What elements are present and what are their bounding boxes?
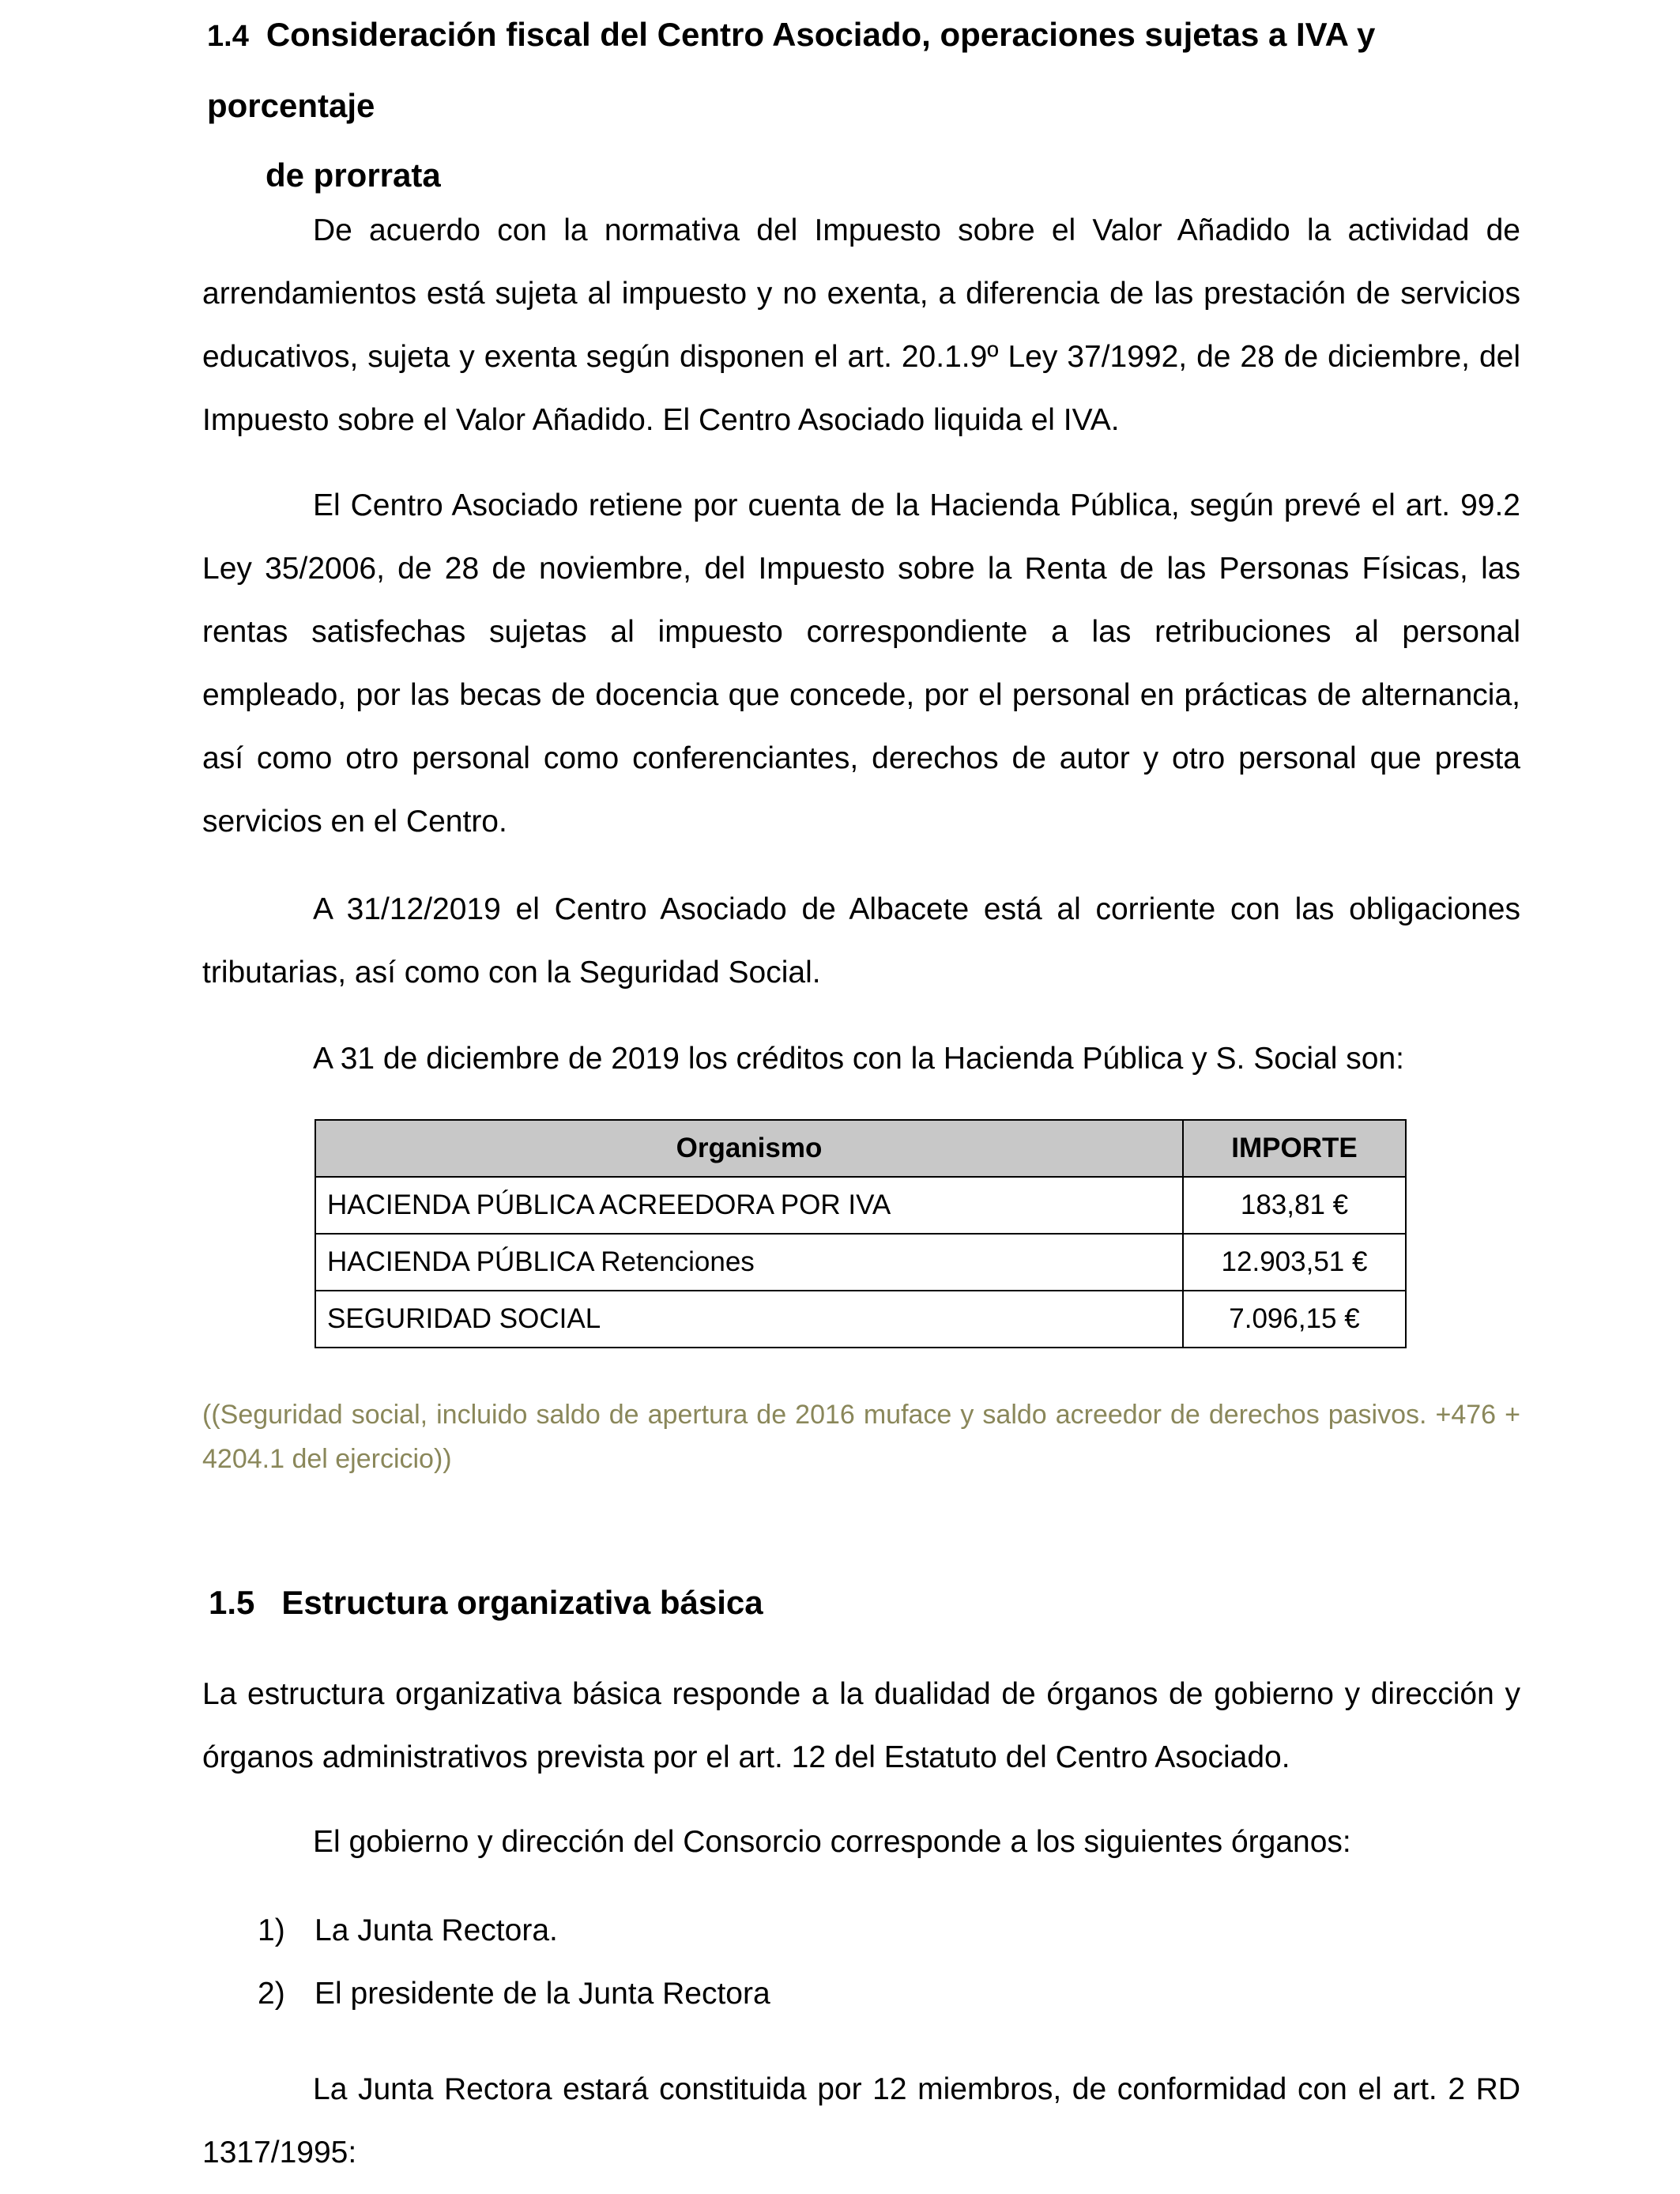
- list-item-text: La Junta Rectora.: [315, 1913, 558, 1947]
- paragraph-retenciones: El Centro Asociado retiene por cuenta de la Hacienda Pública, según prevé el art. 99.2 Ley 35/2006, de 28 de noviembre, del Impuesto sobre la Renta de las Personas Físicas, las rentas satisfechas sujetas al impuesto correspondiente a las retribuciones al personal empleado, por las becas de docencia que concede, por el personal en prácticas de alternancia, así como otro personal como conferenciantes, derechos de autor y otro personal que presta servicios en el Centro.: [202, 488, 1520, 839]
- table-cell-amount: 12.903,51 €: [1183, 1234, 1406, 1291]
- header-importe: IMPORTE: [1183, 1120, 1406, 1177]
- section-title: Estructura organizativa básica: [281, 1584, 763, 1621]
- section-number: 1.4: [207, 20, 249, 53]
- list-marker: 2): [258, 1977, 285, 2011]
- creditos-table: [315, 1119, 1407, 1348]
- table-cell-org: HACIENDA PÚBLICA Retenciones: [315, 1234, 1183, 1291]
- organos-list: [258, 1899, 770, 2026]
- list-item-text: El presidente de la Junta Rectora: [315, 1977, 770, 2011]
- paragraph-obligaciones: A 31/12/2019 el Centro Asociado de Albacete está al corriente con las obligaciones tributarias, así como con la Seguridad Social.: [202, 892, 1520, 990]
- section-title-line2: de prorrata: [266, 156, 441, 194]
- paragraph-creditos-intro: A 31 de diciembre de 2019 los créditos con la Hacienda Pública y S. Social son:: [313, 1042, 1404, 1076]
- list-marker: 1): [258, 1913, 285, 1947]
- paragraph-gobierno-intro: El gobierno y dirección del Consorcio corresponde a los siguientes órganos:: [313, 1825, 1351, 1859]
- list-item: [258, 1962, 770, 2026]
- table-cell-amount: 183,81 €: [1183, 1177, 1406, 1234]
- table-cell-org: SEGURIDAD SOCIAL: [315, 1291, 1183, 1348]
- seguridad-social-note: ((Seguridad social, incluido saldo de apertura de 2016 muface y saldo acreedor de derechos pasivos. +476 + 4204.1 del ejercicio)): [202, 1400, 1520, 1474]
- section-title-line1: Consideración fiscal del Centro Asociado, operaciones sujetas a IVA y porcentaje: [207, 16, 1376, 124]
- section-number: 1.5: [209, 1584, 255, 1621]
- section-heading-1-4: [207, 0, 1535, 210]
- table-cell-org: HACIENDA PÚBLICA ACREEDORA POR IVA: [315, 1177, 1183, 1234]
- table-row: [315, 1291, 1406, 1348]
- section-heading-1-5: [209, 1568, 763, 1638]
- paragraph-estructura: La estructura organizativa básica responde a la dualidad de órganos de gobierno y dirección y órganos administrativos prevista por el art. 12 del Estatuto del Centro Asociado.: [202, 1677, 1520, 1774]
- paragraph-iva: De acuerdo con la normativa del Impuesto sobre el Valor Añadido la actividad de arrendamientos está sujeta al impuesto y no exenta, a diferencia de las prestación de servicios educativos, sujeta y exenta según disponen el art. 20.1.9º Ley 37/1992, de 28 de diciembre, del Impuesto sobre el Valor Añadido. El Centro Asociado liquida el IVA.: [202, 213, 1520, 437]
- table-row: [315, 1177, 1406, 1234]
- list-item: [258, 1899, 770, 1962]
- paragraph-junta-rectora: La Junta Rectora estará constituida por 12 miembros, de conformidad con el art. 2 RD 1317/1995:: [202, 2072, 1520, 2169]
- table-row: [315, 1234, 1406, 1291]
- header-organismo: Organismo: [315, 1120, 1183, 1177]
- table-header-row: [315, 1120, 1406, 1177]
- table-cell-amount: 7.096,15 €: [1183, 1291, 1406, 1348]
